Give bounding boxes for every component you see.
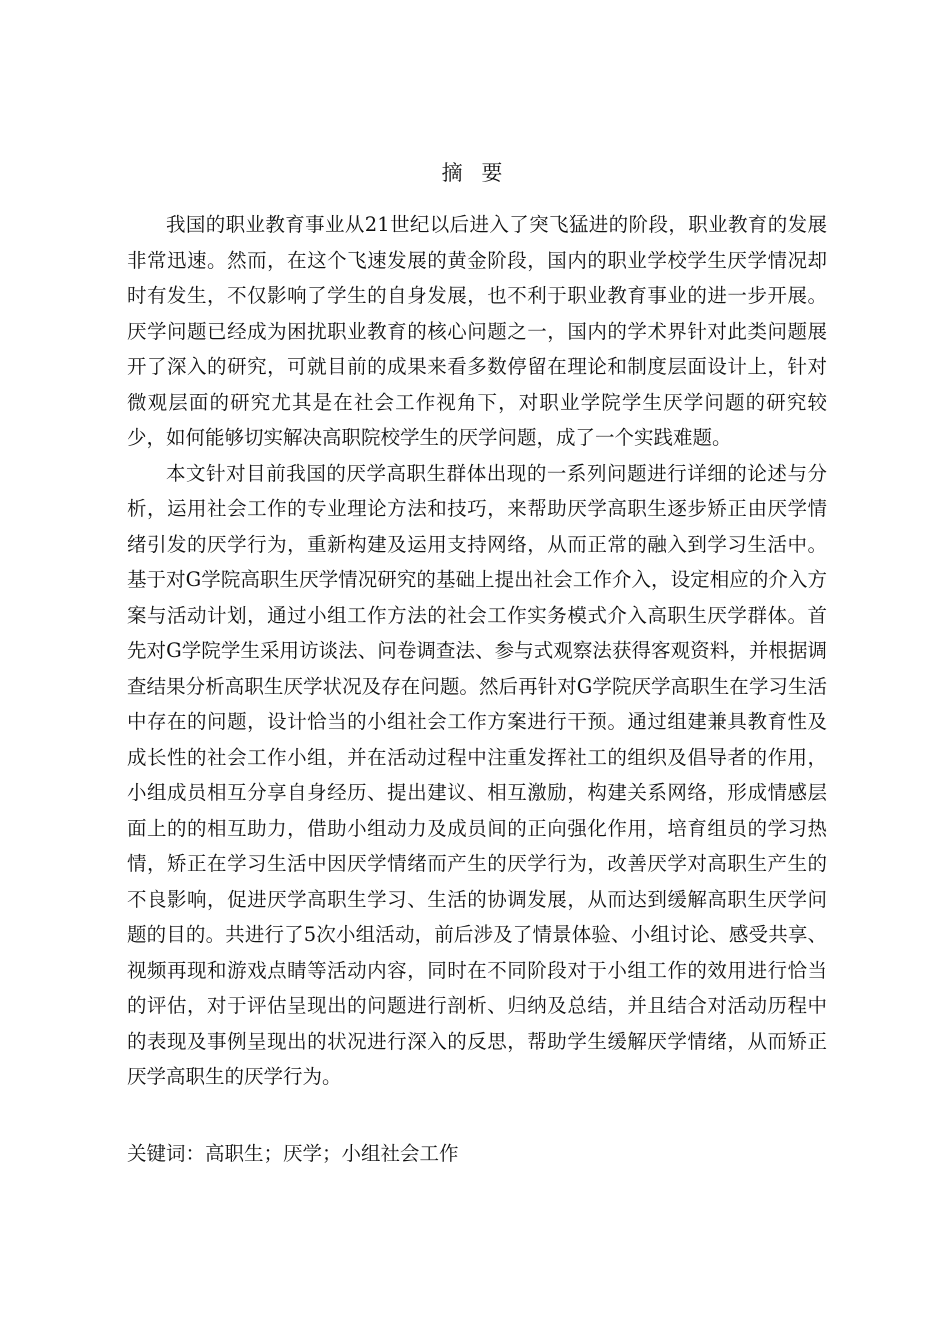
abstract-paragraph-2: 本文针对目前我国的厌学高职生群体出现的一系列问题进行详细的论述与分析，运用社会工作的专业理论方法和技巧，来帮助厌学高职生逐步矫正由厌学情绪引发的厌学行为，重新构建及运用支持网络，从而正常的融入到学习生活中。基于对G学院高职生厌学情况研究的基础上提出社会工作介入，设定相应的介入方案与活动计划，通过小组工作方法的社会工作实务模式介入高职生厌学群体。首先对G学院学生采用访谈法、问卷调查法、参与式观察法获得客观资料，并根据调查结果分析高职生厌学状况及存在问题。然后再针对G学院厌学高职生在学习生活中存在的问题，设计恰当的小组社会工作方案进行干预。通过组建兼具教育性及成长性的社会工作小组，并在活动过程中注重发挥社工的组织及倡导者的作用，小组成员相互分享自身经历、提出建议、相互激励，构建关系网络，形成情感层面上的的相互助力，借助小组动力及成员间的正向强化作用，培育组员的学习热情，矫正在学习生活中因厌学情绪而产生的厌学行为，改善厌学对高职生产生的不良影响，促进厌学高职生学习、生活的协调发展，从而达到缓解高职生厌学问题的目的。共进行了5次小组活动，前后涉及了情景体验、小组讨论、感受共享、视频再现和游戏点睛等活动内容，同时在不同阶段对于小组工作的效用进行恰当的评估，对于评估呈现出的问题进行剖析、归纳及总结，并且结合对活动历程中的表现及事例呈现出的状况进行深入的反思，帮助学生缓解厌学情绪，从而矫正厌学高职生的厌学行为。 bbox=[127, 461, 827, 1088]
keywords-line: 关键词：高职生；厌学；小组社会工作 bbox=[127, 1142, 459, 1165]
abstract-paragraph-1: 我国的职业教育事业从21世纪以后进入了突飞猛进的阶段，职业教育的发展非常迅速。然而，在这个飞速发展的黄金阶段，国内的职业学校学生厌学情况却时有发生，不仅影响了学生的自身发展，也不利于职业教育事业的进一步开展。厌学问题已经成为困扰职业教育的核心问题之一，国内的学术界针对此类问题展开了深入的研究，可就目前的成果来看多数停留在理论和制度层面设计上，针对微观层面的研究尤其是在社会工作视角下，对职业学院学生厌学问题的研究较少，如何能够切实解决高职院校学生的厌学问题，成了一个实践难题。 bbox=[127, 213, 827, 449]
abstract-body bbox=[127, 207, 827, 1095]
abstract-title: 摘 要 bbox=[441, 161, 509, 185]
